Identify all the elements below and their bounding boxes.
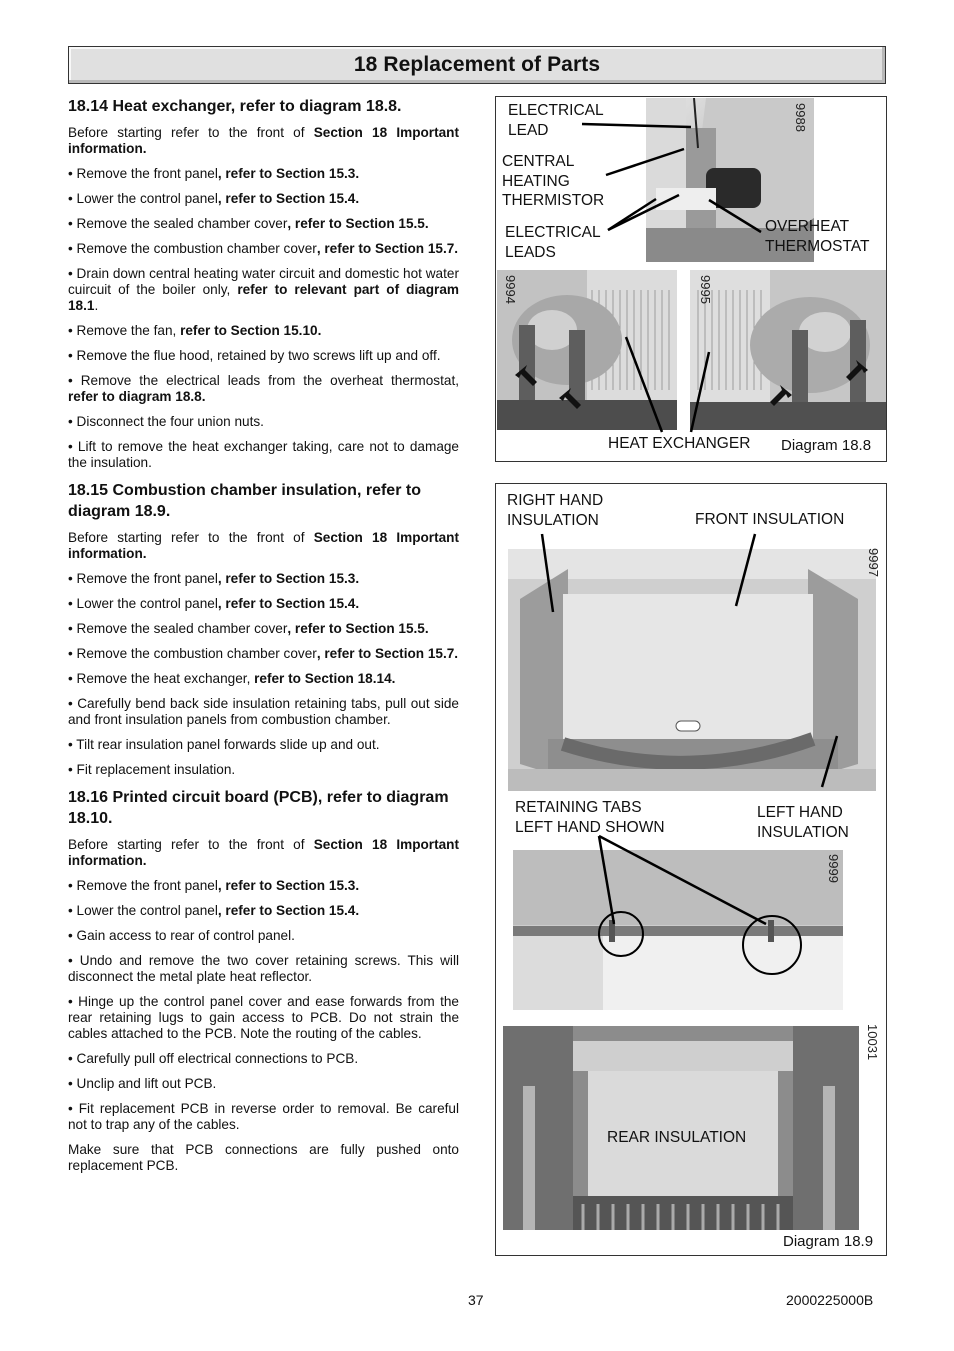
label-right-hand-insulation: RIGHT HAND INSULATION — [507, 492, 604, 529]
photo-id-9994: 9994 — [503, 275, 518, 304]
step-reference: , refer to Section 15.3. — [217, 571, 360, 586]
section-heading: 18.14 Heat exchanger, refer to diagram 18.8. — [68, 98, 402, 115]
instruction-step — [68, 439, 459, 471]
instruction-step — [68, 373, 459, 405]
page-header — [68, 46, 886, 84]
instruction-step — [68, 737, 459, 753]
photo-id-9988: 9988 — [793, 103, 808, 132]
page-title: 18 Replacement of Parts — [353, 53, 601, 76]
photo-id-9995: 9995 — [698, 275, 713, 304]
document-code: 2000225000B — [786, 1292, 874, 1308]
step-reference: , refer to Section 15.7. — [316, 646, 459, 661]
label-electrical-leads: ELECTRICAL LEADS — [505, 224, 601, 261]
instruction-step — [68, 1142, 459, 1174]
instruction-step — [68, 696, 459, 728]
step-text: • Remove the combustion chamber cover — [68, 241, 317, 256]
step-text: • Fit replacement insulation. — [68, 762, 236, 777]
label-rear-insulation: REAR INSULATION — [607, 1129, 747, 1146]
step-reference: Section 18 Important information. — [68, 125, 460, 156]
step-text: • Remove the heat exchanger, — [68, 671, 255, 686]
step-text: • Remove the electrical leads from the overheat thermostat, — [68, 373, 459, 388]
instruction-step — [68, 621, 459, 637]
step-reference: , refer to Section 15.7. — [316, 241, 459, 256]
label-left-hand-insulation: LEFT HAND INSULATION — [757, 804, 849, 841]
step-text: • Drain down central heating water circuit and domestic hot water cuircuit of the boiler only, — [68, 266, 459, 297]
step-reference: Section 18 Important information. — [68, 837, 460, 868]
instruction-step — [68, 671, 459, 687]
photo-id-9997: 9997 — [866, 548, 881, 577]
photo-id-9999: 9999 — [826, 854, 841, 883]
instruction-step — [68, 928, 459, 944]
section-heading: 18.16 Printed circuit board (PCB), refer to diagram 18.10. — [68, 789, 449, 827]
step-text: • Remove the fan, — [68, 323, 181, 338]
label-overheat-thermostat: OVERHEAT THERMOSTAT — [765, 218, 870, 255]
step-text: Make sure that PCB connections are fully pushed onto replacement PCB. — [68, 1142, 459, 1173]
label-electrical-lead: ELECTRICAL LEAD — [508, 102, 604, 139]
step-text: • Lift to remove the heat exchanger taking, care not to damage the insulation. — [68, 439, 459, 470]
section-2 — [68, 480, 459, 778]
step-text: • Remove the front panel — [68, 878, 218, 893]
step-text: • Remove the combustion chamber cover — [68, 646, 317, 661]
instruction-step — [68, 166, 459, 182]
diagram-18-8 — [495, 96, 887, 462]
step-text: • Lower the control panel — [68, 596, 218, 611]
step-reference: , refer to Section 15.3. — [217, 878, 360, 893]
step-text: • Remove the front panel — [68, 166, 218, 181]
page-number: 37 — [468, 1292, 484, 1308]
step-text: • Remove the front panel — [68, 571, 218, 586]
instruction-step — [68, 266, 459, 314]
step-reference: , refer to Section 15.5. — [287, 621, 429, 636]
step-text: • Remove the sealed chamber cover — [68, 216, 288, 231]
step-text: Before starting refer to the front of — [68, 530, 314, 545]
instruction-step — [68, 878, 459, 894]
step-text: • Disconnect the four union nuts. — [68, 414, 264, 429]
label-retaining-tabs: RETAINING TABS LEFT HAND SHOWN — [515, 799, 665, 836]
step-text: Before starting refer to the front of — [68, 837, 314, 852]
instruction-step — [68, 530, 459, 562]
instruction-step — [68, 1101, 459, 1133]
step-text: • Carefully pull off electrical connections to PCB. — [68, 1051, 359, 1066]
step-text: • Tilt rear insulation panel forwards slide up and out. — [68, 737, 380, 752]
step-text: • Unclip and lift out PCB. — [68, 1076, 217, 1091]
step-text: • Lower the control panel — [68, 191, 218, 206]
step-text: Before starting refer to the front of — [68, 125, 314, 140]
step-reference: , refer to Section 15.4. — [217, 191, 360, 206]
instruction-step — [68, 953, 459, 985]
section-heading: 18.15 Combustion chamber insulation, refer to diagram 18.9. — [68, 482, 421, 520]
step-suffix: . — [94, 298, 99, 313]
instructions-column — [68, 96, 459, 1183]
instruction-step — [68, 414, 459, 430]
step-reference: Section 18 Important information. — [68, 530, 460, 561]
diagram-18-9 — [495, 483, 887, 1256]
step-reference: , refer to Section 15.4. — [217, 903, 360, 918]
step-reference: refer to relevant part of diagram 18.1 — [68, 282, 459, 313]
diagram-18-9-caption: Diagram 18.9 — [783, 1233, 874, 1250]
step-text: • Gain access to rear of control panel. — [68, 928, 295, 943]
instruction-step — [68, 837, 459, 869]
instruction-step — [68, 1076, 459, 1092]
step-reference: , refer to Section 15.4. — [217, 596, 360, 611]
step-reference: refer to Section 18.14. — [254, 671, 396, 686]
instruction-step — [68, 241, 459, 257]
step-text: • Undo and remove the two cover retaining screws. This will disconnect the metal plate heat reflector. — [68, 953, 459, 984]
step-reference: , refer to Section 15.5. — [287, 216, 429, 231]
label-central-heating-thermistor: CENTRAL HEATING THERMISTOR — [502, 153, 605, 209]
step-text: • Lower the control panel — [68, 903, 218, 918]
step-text: • Remove the flue hood, retained by two screws lift up and off. — [68, 348, 441, 363]
step-text: • Hinge up the control panel cover and ease forwards from the rear retaining lugs to gain access to PCB. Do not strain the cables attached to the PCB. Note the routing of the cables. — [68, 994, 459, 1041]
step-reference: refer to diagram 18.8. — [68, 389, 206, 404]
instruction-step — [68, 646, 459, 662]
instruction-step — [68, 1051, 459, 1067]
instruction-step — [68, 994, 459, 1042]
diagram-18-8-caption: Diagram 18.8 — [781, 437, 872, 454]
section-3 — [68, 787, 459, 1174]
section-1 — [68, 96, 459, 471]
instruction-step — [68, 216, 459, 232]
instruction-step — [68, 596, 459, 612]
step-reference: refer to Section 15.10. — [180, 323, 322, 338]
instruction-step — [68, 903, 459, 919]
step-text: • Remove the sealed chamber cover — [68, 621, 288, 636]
label-heat-exchanger: HEAT EXCHANGER — [608, 435, 751, 452]
instruction-step — [68, 323, 459, 339]
instruction-step — [68, 191, 459, 207]
photo-id-10031: 10031 — [865, 1024, 880, 1061]
step-text: • Fit replacement PCB in reverse order to removal. Be careful not to trap any of the cables. — [68, 1101, 459, 1132]
label-front-insulation: FRONT INSULATION — [695, 511, 845, 528]
step-reference: , refer to Section 15.3. — [217, 166, 360, 181]
instruction-step — [68, 125, 459, 157]
step-text: • Carefully bend back side insulation retaining tabs, pull out side and front insulation panels from combustion chamber. — [68, 696, 459, 727]
instruction-step — [68, 762, 459, 778]
instruction-step — [68, 348, 459, 364]
instruction-step — [68, 571, 459, 587]
